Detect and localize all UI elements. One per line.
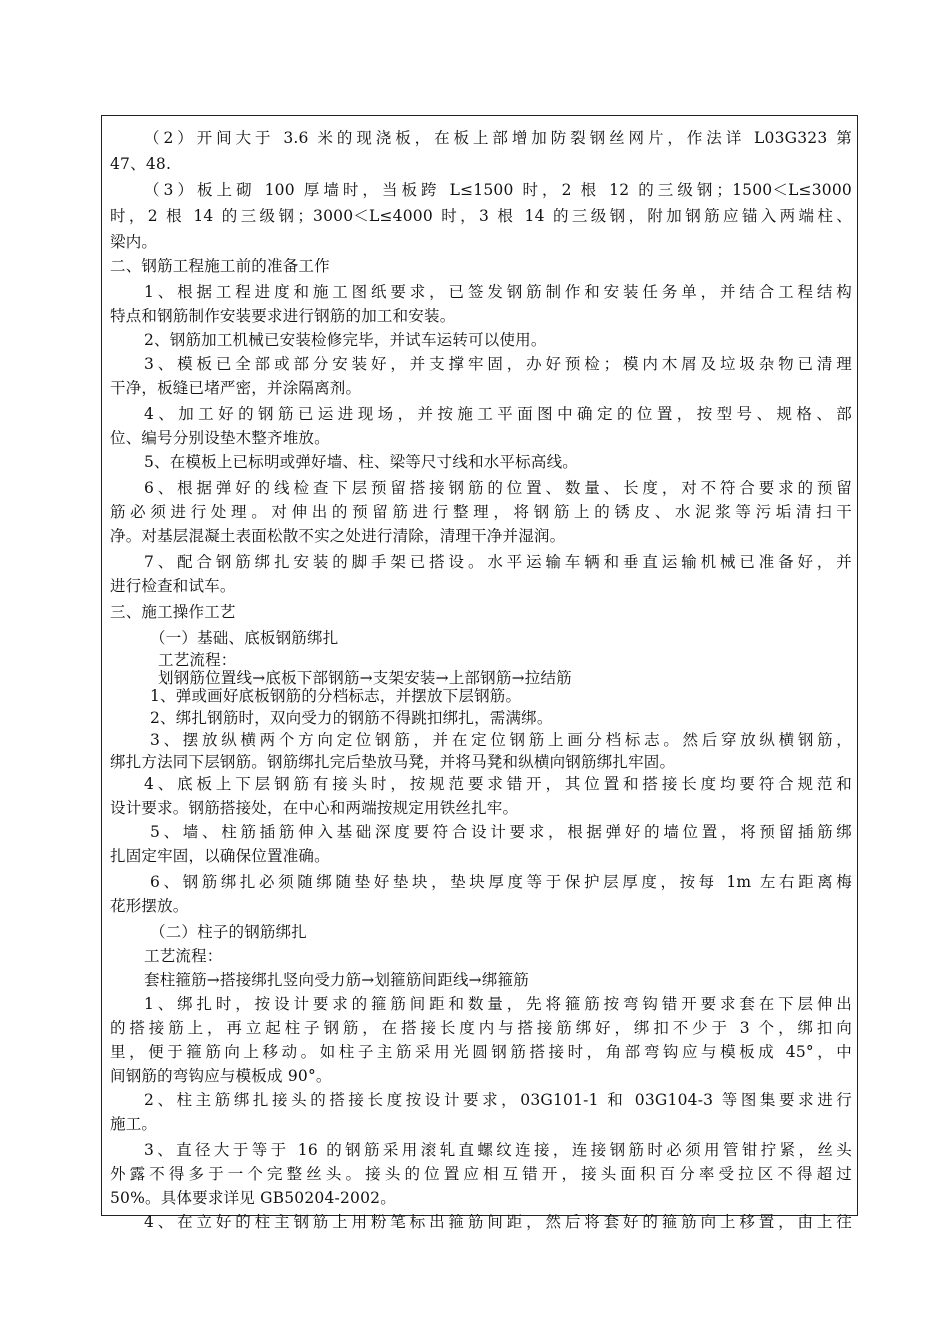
text-line: 2、柱主筋绑扎接头的搭接长度按设计要求，03G101-1 和 03G104-3 等图集要求进行: [144, 1091, 852, 1109]
text-line: 外露不得多于一个完整丝头。接头的位置应相互错开，接头面积百分率受拉区不得超过: [110, 1165, 852, 1183]
text-line: 里，便于箍筋向上移动。如柱子主筋采用光圆钢筋搭接时，角部弯钩应与模板成 45°，中: [110, 1043, 852, 1061]
text-line: 干净，板缝已堵严密，并涂隔离剂。: [110, 379, 362, 397]
text-line: 绑扎方法同下层钢筋。钢筋绑扎完后垫放马凳，并将马凳和纵横向钢筋绑扎牢固。: [110, 753, 676, 771]
text-line: 7、配合钢筋绑扎安装的脚手架已搭设。水平运输车辆和垂直运输机械已准备好，并: [144, 553, 852, 571]
text-line: 5、在模板上已标明或弹好墙、柱、梁等尺寸线和水平标高线。: [144, 453, 578, 471]
text-line: 5、墙、柱筋插筋伸入基础深度要符合设计要求，根据弹好的墙位置，将预留插筋绑: [150, 823, 852, 841]
text-line: 扎固定牢固，以确保位置准确。: [110, 847, 330, 865]
text-line: （一）基础、底板钢筋绑扎: [150, 629, 339, 647]
text-line: 47、48.: [110, 155, 172, 173]
text-line: 套柱箍筋→搭接绑扎竖向受力筋→划箍筋间距线→绑箍筋: [144, 971, 529, 989]
text-line: 1、绑扎时，按设计要求的箍筋间距和数量，先将箍筋按弯钩错开要求套在下层伸出: [144, 995, 852, 1013]
text-line: 梁内。: [110, 233, 158, 251]
text-line: （3）板上砌 100 厚墙时，当板跨 L≤1500 时，2 根 12 的三级钢；1500＜L≤3000: [144, 181, 852, 199]
text-line: 的搭接筋上，再立起柱子钢筋，在搭接长度内与搭接筋绑好，绑扣不少于 3 个，绑扣向: [110, 1019, 852, 1037]
text-line: 花形摆放。: [110, 897, 189, 915]
text-line: 3、摆放纵横两个方向定位钢筋，并在定位钢筋上画分档标志。然后穿放纵横钢筋，: [150, 731, 852, 749]
text-line: 进行检查和试车。: [110, 577, 236, 595]
text-line: 二、钢筋工程施工前的准备工作: [110, 257, 330, 275]
text-line: 时，2 根 14 的三级钢；3000＜L≤4000 时，3 根 14 的三级钢，附加钢筋应锚入两端柱、: [110, 207, 852, 225]
text-line: 划钢筋位置线→底板下部钢筋→支架安装→上部钢筋→拉结筋: [158, 669, 572, 687]
text-line: 施工。: [110, 1115, 158, 1133]
text-line: 工艺流程：: [144, 947, 223, 965]
text-line: 位、编号分别设垫木整齐堆放。: [110, 429, 330, 447]
text-line: （2）开间大于 3.6 米的现浇板，在板上部增加防裂钢丝网片，作法详 L03G323 第: [144, 129, 852, 147]
text-line: 间钢筋的弯钩应与模板成 90°。: [110, 1067, 332, 1085]
text-line: 净。对基层混凝土表面松散不实之处进行清除，清理干净并湿润。: [110, 527, 566, 545]
text-line: 50%。具体要求详见 GB50204-2002。: [110, 1189, 396, 1207]
text-line: 1、弹或画好底板钢筋的分档标志，并摆放下层钢筋。: [150, 687, 522, 705]
text-line: （二）柱子的钢筋绑扎: [150, 923, 308, 941]
text-line: 三、施工操作工艺: [110, 603, 236, 621]
text-line: 设计要求。钢筋搭接处，在中心和两端按规定用铁丝扎牢。: [110, 799, 519, 817]
text-line: 2、绑扎钢筋时，双向受力的钢筋不得跳扣绑扎，需满绑。: [150, 709, 553, 727]
text-line: 1、根据工程进度和施工图纸要求，已签发钢筋制作和安装任务单，并结合工程结构: [144, 283, 852, 301]
text-line: 工艺流程：: [158, 651, 237, 669]
text-line: 4、在立好的柱主钢筋上用粉笔标出箍筋间距，然后将套好的箍筋向上移置，由上往: [144, 1213, 852, 1231]
text-line: 筋必须进行处理。对伸出的预留筋进行整理，将钢筋上的锈皮、水泥浆等污垢清扫干: [110, 503, 852, 521]
text-line: 3、模板已全部或部分安装好，并支撑牢固，办好预检；模内木屑及垃圾杂物已清理: [144, 355, 852, 373]
text-line: 2、钢筋加工机械已安装检修完毕，并试车运转可以使用。: [144, 331, 547, 349]
text-line: 6、钢筋绑扎必须随绑随垫好垫块，垫块厚度等于保护层厚度，按每 1m 左右距离梅: [150, 873, 852, 891]
text-line: 6、根据弹好的线检查下层预留搭接钢筋的位置、数量、长度，对不符合要求的预留: [144, 479, 852, 497]
text-line: 特点和钢筋制作安装要求进行钢筋的加工和安装。: [110, 307, 456, 325]
text-line: 4、底板上下层钢筋有接头时，按规范要求错开，其位置和搭接长度均要符合规范和: [144, 775, 852, 793]
text-line: 4、加工好的钢筋已运进现场，并按施工平面图中确定的位置，按型号、规格、部: [144, 405, 852, 423]
text-line: 3、直径大于等于 16 的钢筋采用滚轧直螺纹连接，连接钢筋时必须用管钳拧紧，丝头: [144, 1141, 852, 1159]
